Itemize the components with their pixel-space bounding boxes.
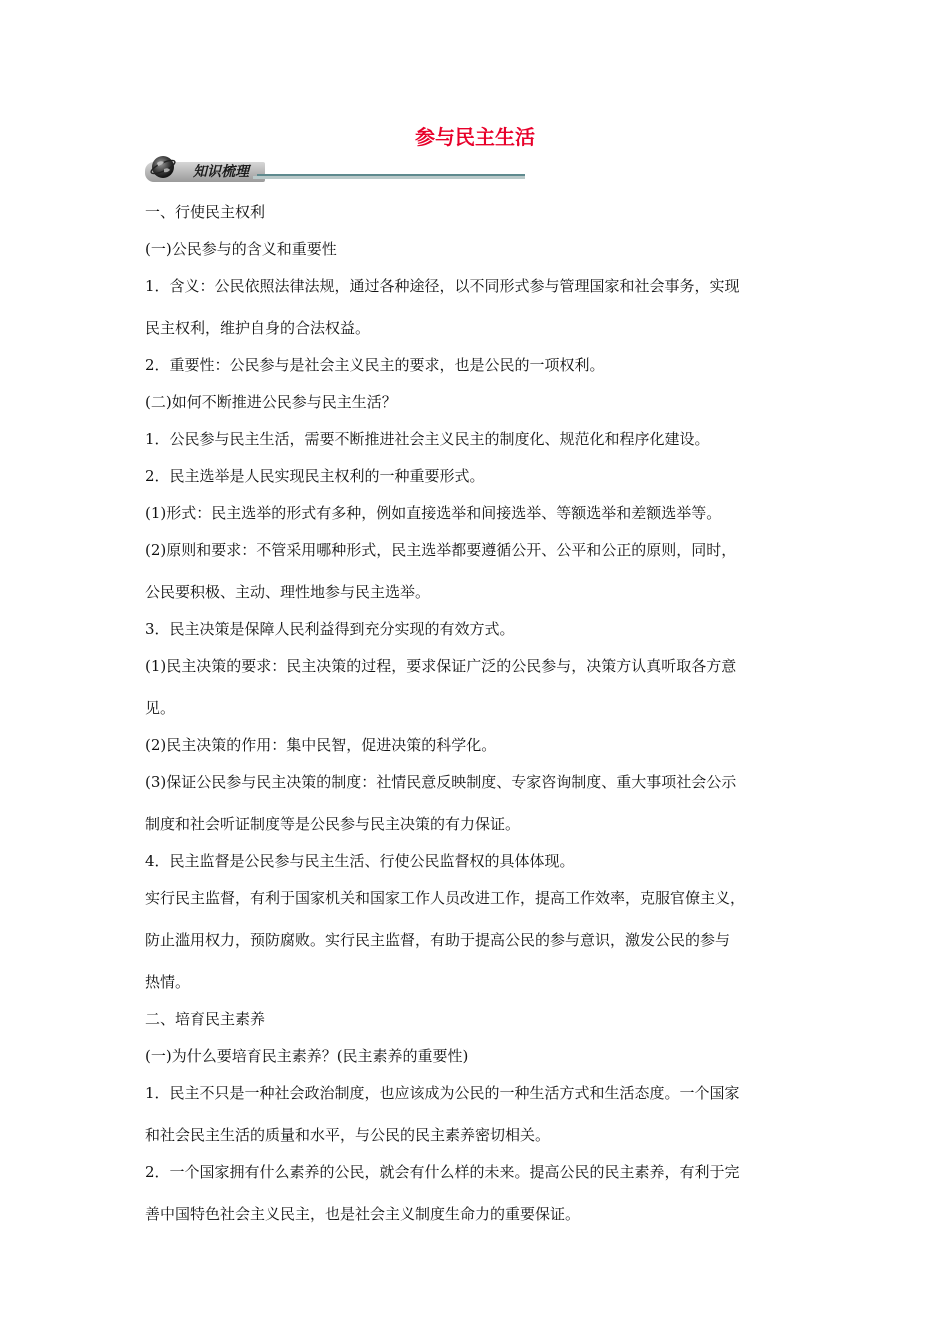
paragraph-line: 2．民主选举是人民实现民主权利的一种重要形式。 xyxy=(145,467,485,485)
paragraph-line: 4．民主监督是公民参与民主生活、行使公民监督权的具体体现。 xyxy=(145,852,575,870)
section-heading: 一、行使民主权利 xyxy=(145,203,266,221)
paragraph-line: 1．民主不只是一种社会政治制度，也应该成为公民的一种生活方式和生活态度。一个国家 xyxy=(145,1084,740,1102)
banner-label: 知识梳理 xyxy=(193,164,249,180)
paragraph-line: 3．民主决策是保障人民利益得到充分实现的有效方式。 xyxy=(145,620,515,638)
paragraph-line: 制度和社会听证制度等是公民参与民主决策的有力保证。 xyxy=(145,815,521,833)
subsection-heading: (一)公民参与的含义和重要性 xyxy=(145,240,337,258)
paragraph-line: 2．重要性：公民参与是社会主义民主的要求，也是公民的一项权利。 xyxy=(145,356,605,374)
section-banner xyxy=(145,150,525,186)
paragraph-line: (2)原则和要求：不管采用哪种形式，民主选举都要遵循公开、公平和公正的原则，同时， xyxy=(145,541,737,559)
paragraph-line: 1．含义：公民依照法律法规，通过各种途径，以不同形式参与管理国家和社会事务，实现 xyxy=(145,277,740,295)
paragraph-line: 公民要积极、主动、理性地参与民主选举。 xyxy=(145,583,431,601)
paragraph-line: (1)形式：民主选举的形式有多种，例如直接选举和间接选举、等额选举和差额选举等。 xyxy=(145,504,722,522)
page-title: 参与民主生活 xyxy=(415,125,535,149)
paragraph-line: 1．公民参与民主生活，需要不断推进社会主义民主的制度化、规范化和程序化建设。 xyxy=(145,430,710,448)
document-body xyxy=(145,200,813,1226)
paragraph-line: 2．一个国家拥有什么素养的公民，就会有什么样的未来。提高公民的民主素养，有利于完 xyxy=(145,1163,740,1181)
paragraph-line: 和社会民主生活的质量和水平，与公民的民主素养密切相关。 xyxy=(145,1126,551,1144)
paragraph-line: 防止滥用权力，预防腐败。实行民主监督，有助于提高公民的参与意识，激发公民的参与 xyxy=(145,931,731,949)
paragraph-line: 民主权利，维护自身的合法权益。 xyxy=(145,319,371,337)
paragraph-line: (1)民主决策的要求：民主决策的过程，要求保证广泛的公民参与，决策方认真听取各方意 xyxy=(145,657,737,675)
subsection-heading: (二)如何不断推进公民参与民主生活？ xyxy=(145,393,397,411)
paragraph-line: 见。 xyxy=(145,699,176,717)
paragraph-line: 善中国特色社会主义民主，也是社会主义制度生命力的重要保证。 xyxy=(145,1205,581,1223)
globe-icon xyxy=(149,152,177,180)
paragraph-line: (2)民主决策的作用：集中民智，促进决策的科学化。 xyxy=(145,736,497,754)
banner-underline xyxy=(257,174,525,176)
banner-underline-shade xyxy=(253,176,525,179)
paragraph-line: 热情。 xyxy=(145,973,191,991)
section-heading: 二、培育民主素养 xyxy=(145,1010,266,1028)
paragraph-line: (3)保证公民参与民主决策的制度：社情民意反映制度、专家咨询制度、重大事项社会公示 xyxy=(145,773,737,791)
subsection-heading: (一)为什么要培育民主素养？(民主素养的重要性) xyxy=(145,1047,469,1065)
paragraph-line: 实行民主监督，有利于国家机关和国家工作人员改进工作，提高工作效率，克服官僚主义， xyxy=(145,889,746,907)
